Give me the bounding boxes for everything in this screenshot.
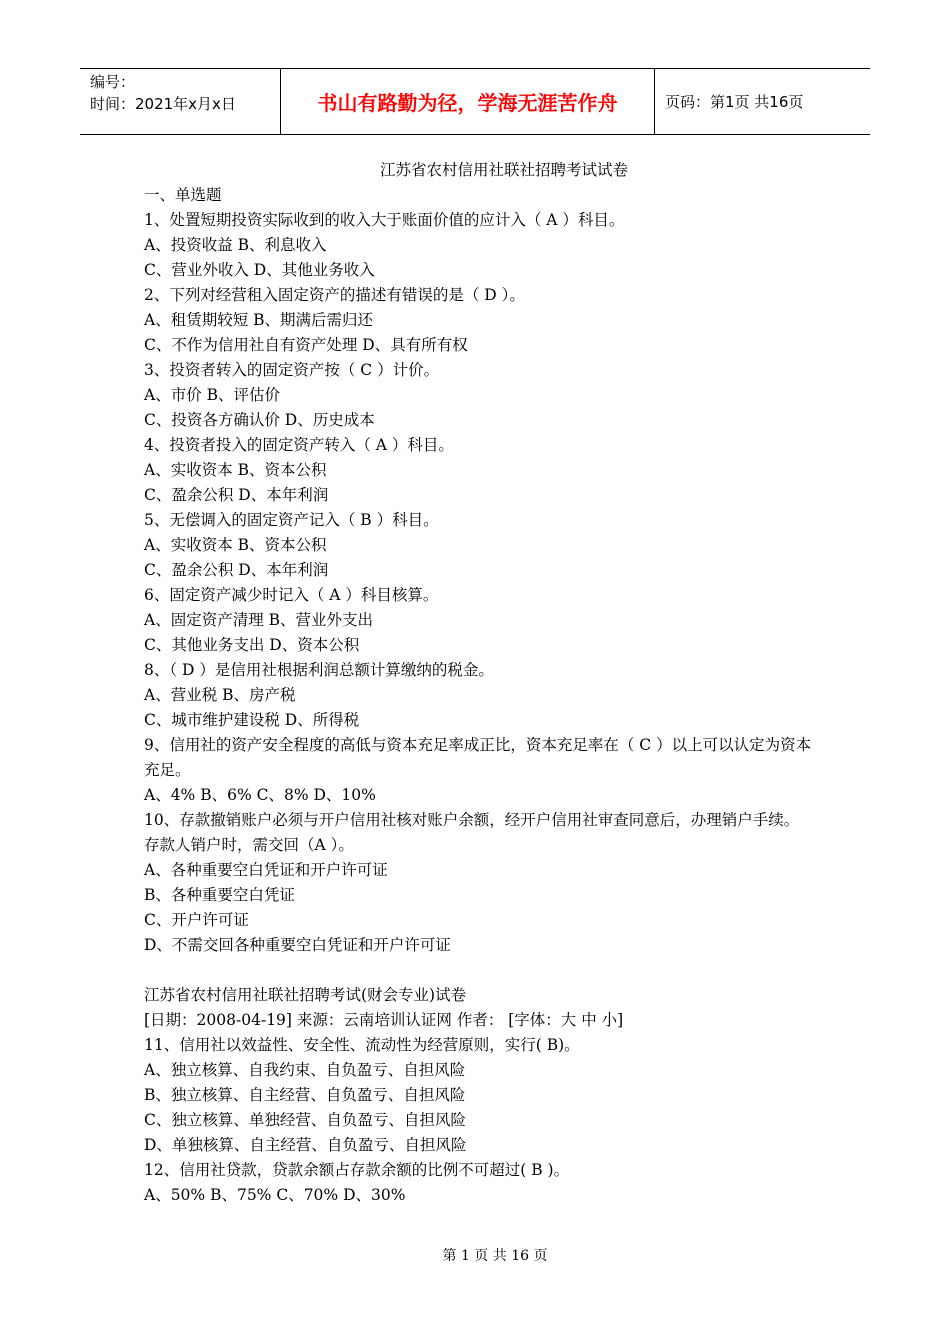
text-line: C、投资各方确认价 D、历史成本 — [144, 411, 375, 429]
text-line: C、盈余公积 D、本年利润 — [144, 486, 329, 504]
text-line: C、盈余公积 D、本年利润 — [144, 561, 329, 579]
text-line: C、独立核算、单独经营、自负盈亏、自担风险 — [144, 1111, 466, 1129]
question-block-3 — [144, 983, 814, 1208]
text-line: A、实收资本 B、资本公积 — [144, 461, 327, 479]
text-line: 6、固定资产减少时记入（ A ）科目核算。 — [144, 586, 439, 604]
motto-text: 书山有路勤为径，学海无涯苦作舟 — [317, 91, 618, 115]
text-line: 11、信用社以效益性、安全性、流动性为经营原则，实行( B)。 — [144, 1036, 580, 1054]
question-10: 10、存款撤销账户必须与开户信用社核对账户余额，经开户信用社审查同意后，办理销户手续。存款人销户时，需交回（A ）。 — [144, 811, 800, 854]
text-line: 3、投资者转入的固定资产按（ C ）计价。 — [144, 361, 440, 379]
date-label: 时间：2021年x月x日 — [90, 95, 236, 113]
text-line: C、营业外收入 D、其他业务收入 — [144, 261, 375, 279]
page-info-text: 页码：第1页 共16页 — [665, 93, 804, 111]
text-line: 一、单选题 — [144, 186, 222, 204]
text-line: A、各种重要空白凭证和开户许可证 — [144, 861, 388, 879]
question-block-2 — [144, 858, 814, 958]
motto-cell — [281, 69, 655, 134]
text-line: A、实收资本 B、资本公积 — [144, 536, 327, 554]
text-line: A、独立核算、自我约束、自负盈亏、自担风险 — [144, 1061, 466, 1079]
text-line: 5、无偿调入的固定资产记入（ B ）科目。 — [144, 511, 439, 529]
page-info-cell — [655, 69, 870, 134]
text-line: A、投资收益 B、利息收入 — [144, 236, 327, 254]
text-line: C、城市维护建设税 D、所得税 — [144, 711, 360, 729]
text-line: A、租赁期较短 B、期满后需归还 — [144, 311, 374, 329]
text-line: A、50% B、75% C、70% D、30% — [144, 1186, 406, 1204]
text-line: 2、下列对经营租入固定资产的描述有错误的是（ D ）。 — [144, 286, 525, 304]
text-line: C、开户许可证 — [144, 911, 249, 929]
text-line: 4、投资者投入的固定资产转入（ A ）科目。 — [144, 436, 454, 454]
text-line: A、市价 B、评估价 — [144, 386, 281, 404]
document-body — [144, 158, 814, 1208]
header-table — [80, 68, 870, 135]
text-line: 江苏省农村信用社联社招聘考试(财会专业)试卷 — [144, 986, 467, 1004]
number-label: 编号： — [90, 73, 136, 91]
text-line: C、不作为信用社自有资产处理 D、具有所有权 — [144, 336, 468, 354]
header-meta-cell — [80, 69, 281, 134]
text-line: D、单独核算、自主经营、自负盈亏、自担风险 — [144, 1136, 467, 1154]
text-line: D、不需交回各种重要空白凭证和开户许可证 — [144, 936, 451, 954]
text-line: 8、（ D ）是信用社根据利润总额计算缴纳的税金。 — [144, 661, 494, 679]
text-line: [日期：2008-04-19] 来源：云南培训认证网 作者： [字体：大 中 小] — [144, 1011, 624, 1029]
document-title: 江苏省农村信用社联社招聘考试试卷 — [379, 161, 628, 179]
question-9: 9、信用社的资产安全程度的高低与资本充足率成正比，资本充足率在（ C ）以上可以认定为资本充足。 — [144, 736, 812, 779]
text-line: B、各种重要空白凭证 — [144, 886, 295, 904]
text-line: C、其他业务支出 D、资本公积 — [144, 636, 360, 654]
text-line: 12、信用社贷款，贷款余额占存款余额的比例不可超过( B )。 — [144, 1161, 570, 1179]
text-line: B、独立核算、自主经营、自负盈亏、自担风险 — [144, 1086, 466, 1104]
page-footer: 第 1 页 共 16 页 — [442, 1248, 548, 1264]
question-block-1 — [144, 183, 814, 733]
text-line: A、营业税 B、房产税 — [144, 686, 296, 704]
text-line: A、固定资产清理 B、营业外支出 — [144, 611, 374, 629]
paragraph-gap — [144, 958, 814, 983]
text-line: 1、处置短期投资实际收到的收入大于账面价值的应计入（ A ）科目。 — [144, 211, 625, 229]
question-9-options: A、4% B、6% C、8% D、10% — [144, 786, 376, 804]
